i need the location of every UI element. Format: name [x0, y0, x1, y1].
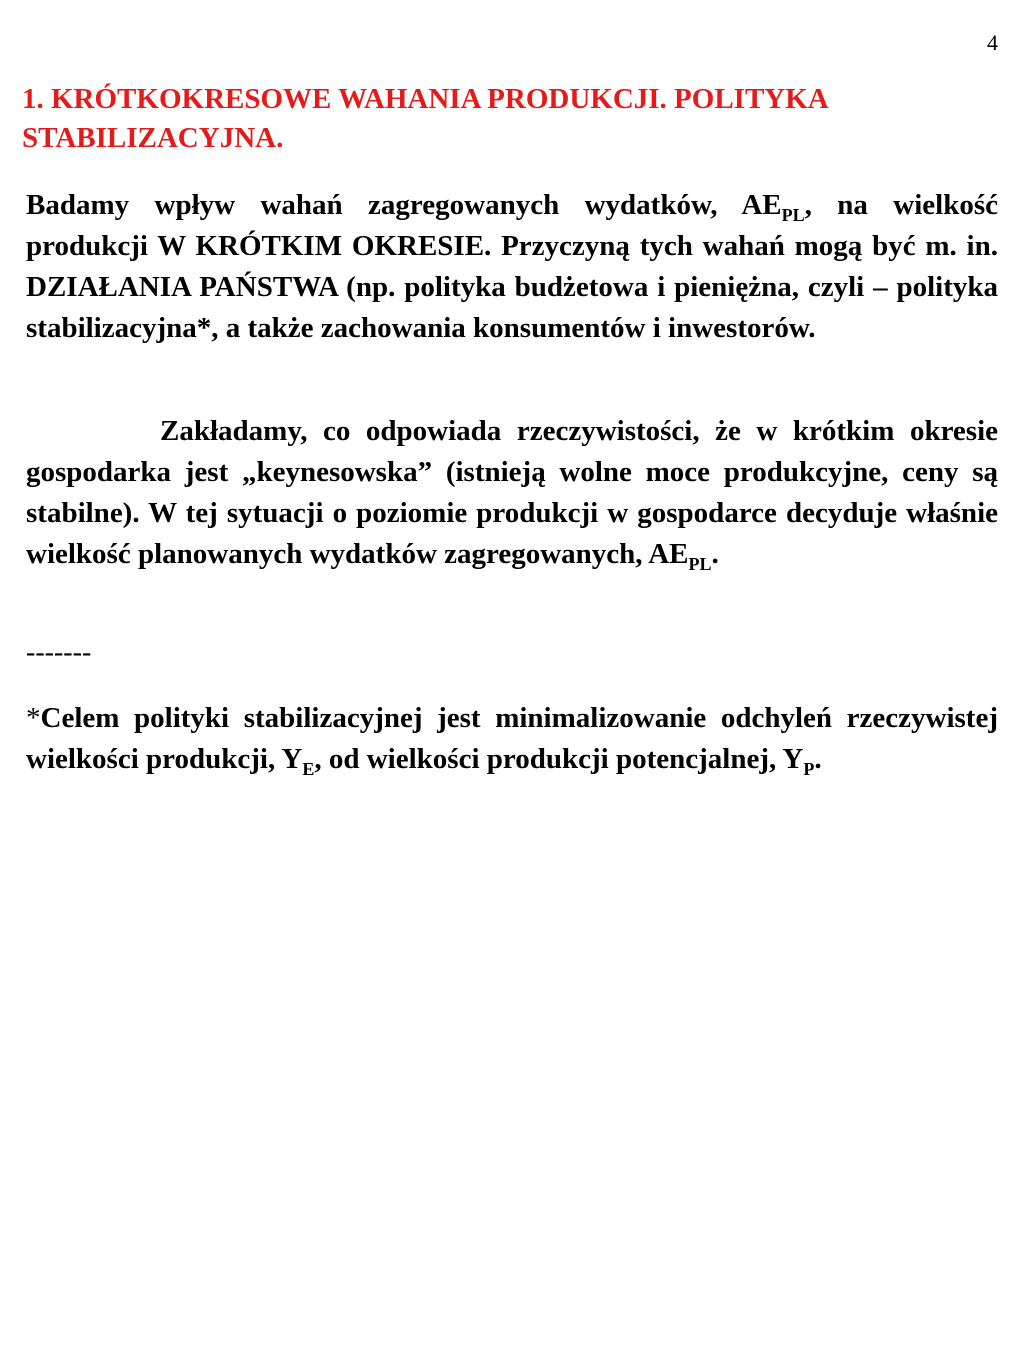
paragraph2-subscript: PL [688, 554, 712, 574]
paragraph2-text-after: . [711, 538, 719, 570]
footnote-divider: ------- [26, 637, 92, 668]
page-number: 4 [987, 30, 998, 55]
heading-line-2: STABILIZACYJNA. [22, 122, 284, 154]
paragraph1-text-after: , na wielkość produkcji W KRÓTKIM OKRESIE. Przyczyną tych wahań mogą być m. in. DZIAŁANIA PAŃSTWA (np. polityka budżetowa i pieniężna, czyli – polityka stabilizacyjna*, a także zachowania konsumentów i inwestorów. [26, 189, 999, 344]
footnote-subscript-e: E [302, 759, 315, 779]
footnote-asterisk: * [26, 702, 41, 734]
paragraph-aggregate-expenditure [26, 185, 998, 349]
footnote-text-middle: , od wielkości produkcji potencjalnej, Y [314, 743, 804, 775]
paragraph2-text-before: Zakładamy, co odpowiada rzeczywistości, że w krótkim okresie gospodarka jest „keynesowska” (istnieją wolne moce produkcyjne, ceny są stabilne). W tej sytuacji o poziomie produkcji w gospodarce decyduje właśnie wielkość planowanych wydatków zagregowanych, AE [26, 415, 998, 570]
footnote-text-before: Celem polityki stabilizacyjnej jest minimalizowanie odchyleń rzeczywistej wielkości produkcji, Y [26, 702, 998, 775]
paragraph1-text-before: Badamy wpływ wahań zagregowanych wydatków, AE [26, 189, 782, 221]
footnote-text-after: . [814, 743, 822, 775]
footnote-paragraph [26, 698, 998, 780]
paragraph-keynesian-assumption [26, 411, 998, 575]
paragraph1-subscript: PL [781, 205, 805, 225]
section-heading [22, 80, 1002, 158]
heading-line-1: 1. KRÓTKOKRESOWE WAHANIA PRODUKCJI. POLITYKA [22, 83, 829, 115]
footnote-subscript-p: P [803, 759, 815, 779]
